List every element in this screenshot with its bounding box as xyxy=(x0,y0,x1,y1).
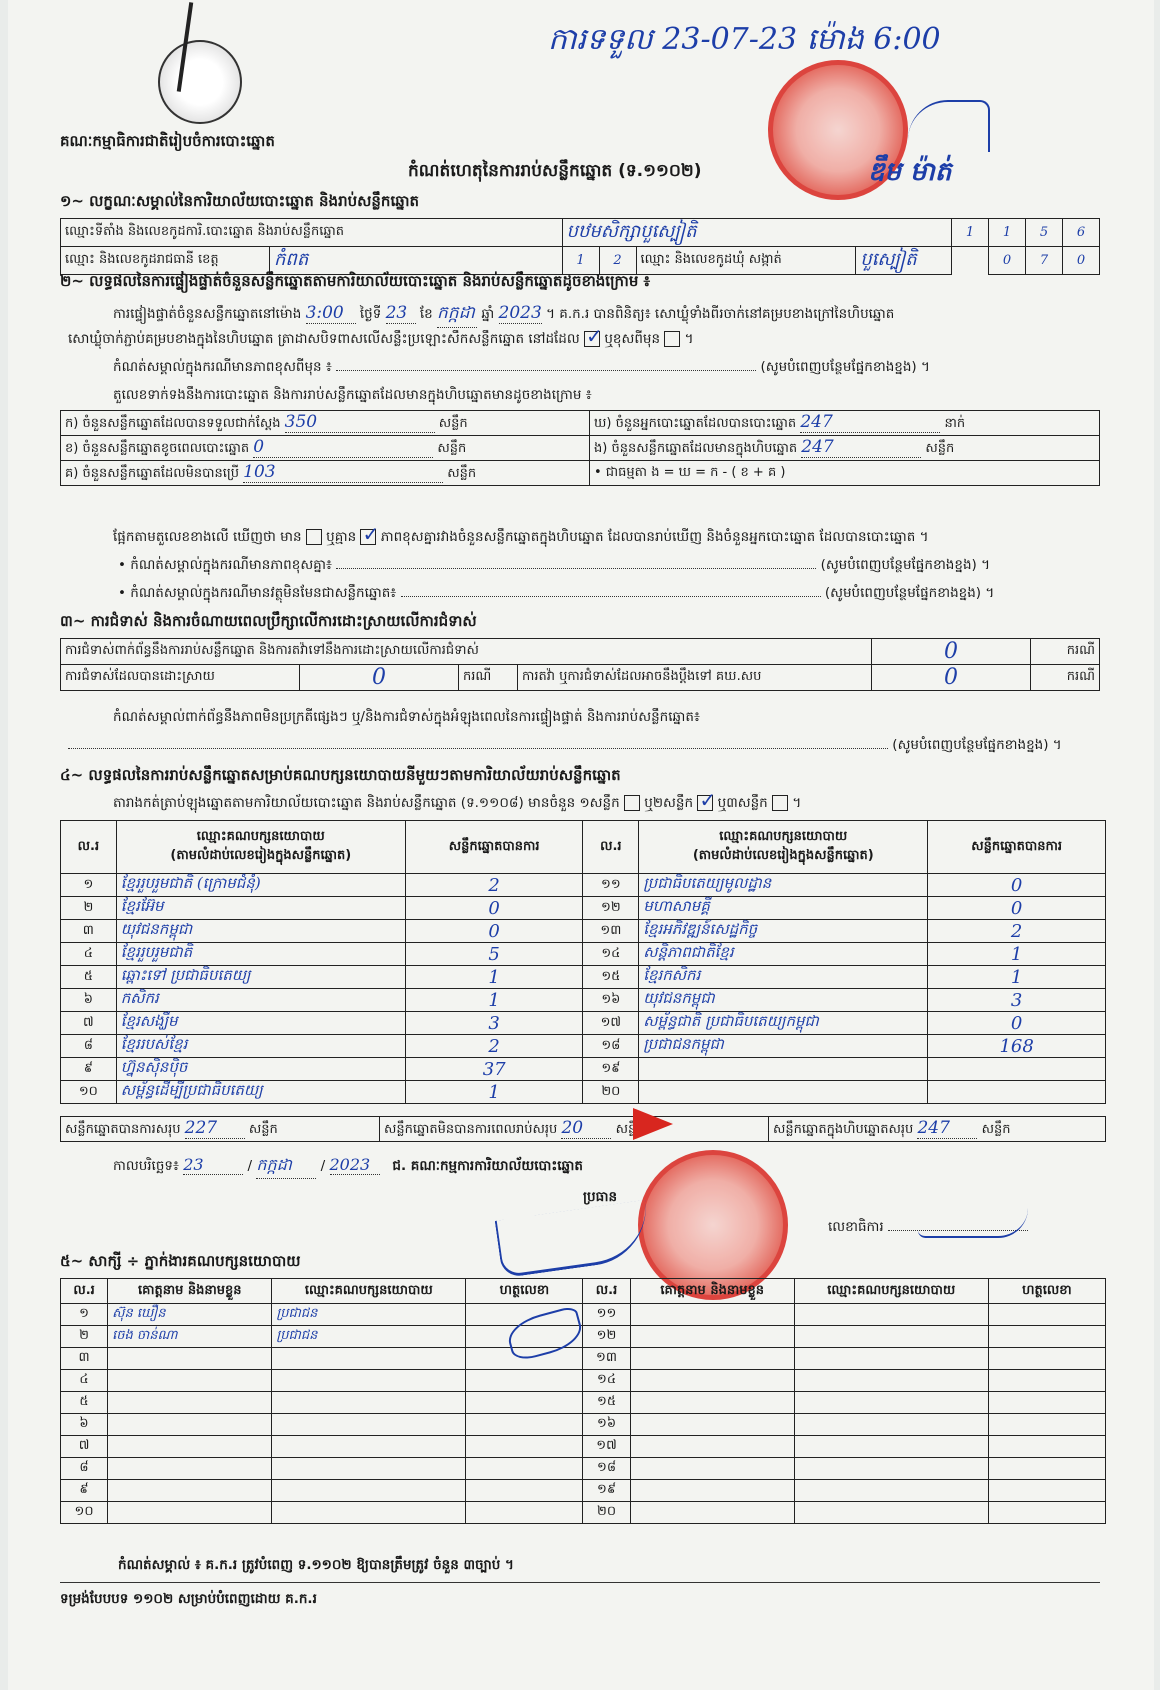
section3-heading: ៣~ ការជំទាស់ និងការចំណាយពេលប្រឹក្សាលើការដោះស្រាយលើការជំទាស់ xyxy=(60,612,477,630)
result-votes xyxy=(928,1058,1106,1081)
compare-label-b: ឬគ្មាន xyxy=(326,529,357,545)
witness-signature-cell xyxy=(466,1480,583,1502)
witness-name xyxy=(108,1480,272,1502)
witness-signature-cell xyxy=(988,1370,1105,1392)
witness-no: ៧ xyxy=(61,1436,108,1458)
witness-row xyxy=(61,1304,1106,1326)
result-no: ១៣ xyxy=(583,920,639,943)
result-party: ខ្មែរអ៊ែម xyxy=(116,897,405,920)
witness-name xyxy=(630,1392,794,1414)
witness-no: ១៤ xyxy=(583,1370,630,1392)
result-no: ១២ xyxy=(583,897,639,920)
verify-month-label: ខែ xyxy=(419,306,433,322)
total-box-label: សន្លឹកឆ្នោតក្នុងហិបឆ្នោតសរុប xyxy=(773,1122,914,1137)
result-votes: 37 xyxy=(405,1058,583,1081)
witness-party xyxy=(794,1326,988,1348)
witness-signature-cell xyxy=(466,1370,583,1392)
witness-name xyxy=(108,1392,272,1414)
result-votes: 1 xyxy=(405,989,583,1012)
spoiled-label: ខ) ចំនួនសន្លឹកឆ្នោតខូចពេលបោះឆ្នោត xyxy=(65,441,250,456)
result-party: ប្រជាធិបតេយ្យមូលដ្ឋាន xyxy=(639,874,928,897)
verify-day: 23 xyxy=(386,303,416,324)
witness-name xyxy=(108,1348,272,1370)
verify-month: កក្កដា xyxy=(437,302,477,328)
commune-code-2: 7 xyxy=(1026,247,1063,275)
appeal-value: 0 xyxy=(872,665,1031,691)
province-label: ឈ្មោះ និងលេខកូដរាជធានី ខេត្ត xyxy=(61,247,270,275)
result-party: ខ្មែររបស់ខ្មែរ xyxy=(116,1035,405,1058)
witness-party xyxy=(794,1304,988,1326)
witness-name xyxy=(630,1326,794,1348)
witness-no: ១២ xyxy=(583,1326,630,1348)
witness-name xyxy=(630,1436,794,1458)
result-votes: 0 xyxy=(405,920,583,943)
province-value: កំពត xyxy=(270,247,563,275)
witness-no: ១ xyxy=(61,1304,108,1326)
location-code-2: 1 xyxy=(989,219,1026,247)
has-difference-checkbox[interactable] xyxy=(306,529,322,545)
one-sheet-checkbox[interactable] xyxy=(624,795,640,811)
w-left-name-header: គោត្តនាម និងនាមខ្លួន xyxy=(108,1279,272,1304)
tally-label-a: តារាងកត់ត្រាប់ឡុងឆ្នោតតាមការិយាល័យបោះឆ្នោត និងរាប់សន្លឹកឆ្នោត (ទ.១១០៨) មានចំនួន ១សន្លឹក xyxy=(113,795,620,811)
witness-no: ១៥ xyxy=(583,1392,630,1414)
resolved-unit: ករណី xyxy=(459,665,518,691)
witness-name xyxy=(630,1370,794,1392)
witness-no: ១៩ xyxy=(583,1480,630,1502)
result-votes: 1 xyxy=(928,943,1106,966)
witness-no: ១៨ xyxy=(583,1458,630,1480)
commune-label: ឈ្មោះ និងលេខកូដឃុំ សង្កាត់ xyxy=(636,247,856,275)
witness-row xyxy=(61,1436,1106,1458)
witness-party xyxy=(794,1502,988,1524)
appeal-unit: ករណី xyxy=(1031,665,1100,691)
verify-day-label: ថ្ងៃទី xyxy=(359,306,382,322)
diff-note-fill: (សូមបំពេញបន្ថែមផ្នែកខាងខ្នង) ។ xyxy=(760,359,930,375)
witness-no: ១៦ xyxy=(583,1414,630,1436)
verify-time: 3:00 xyxy=(306,303,356,324)
result-no: ៧ xyxy=(61,1012,117,1035)
signature-name: ឌឹម ម៉ាត់ xyxy=(868,157,952,187)
verify-line-2-text: សោឃ្លុំចាក់ភ្ជាប់គម្របខាងក្នុងនៃហិបឆ្នោត ត្រាដាសបិទពាសលើសន្លឹះប្រឡោះសឹកសន្លឹកឆ្នោត នៅដដែល xyxy=(68,331,580,347)
witness-row xyxy=(61,1414,1106,1436)
commune-code-1: 0 xyxy=(989,247,1026,275)
witness-no: ៩ xyxy=(61,1480,108,1502)
signature-scribble xyxy=(908,100,990,152)
witness-no: ៤ xyxy=(61,1370,108,1392)
result-no: ៤ xyxy=(61,943,117,966)
result-votes: 0 xyxy=(928,897,1106,920)
changed-checkbox[interactable] xyxy=(664,331,680,347)
complaint-value: 0 xyxy=(872,639,1031,665)
section4-heading: ៤~ លទ្ធផលនៃការរាប់សន្លឹកឆ្នោតសម្រាប់គណបក្សនយោបាយនីមួយៗតាមការិយាល័យរាប់សន្លឹកឆ្នោត xyxy=(60,766,621,784)
result-no: ២០ xyxy=(583,1081,639,1104)
witness-name xyxy=(108,1502,272,1524)
witness-no: ១៧ xyxy=(583,1436,630,1458)
result-no: ៨ xyxy=(61,1035,117,1058)
witness-row xyxy=(61,1370,1106,1392)
witness-party xyxy=(272,1436,466,1458)
right-votes-header: សន្លឹកឆ្នោតបានការ xyxy=(928,821,1106,874)
witness-party xyxy=(272,1414,466,1436)
two-sheets-checkbox[interactable] xyxy=(697,795,713,811)
witness-party xyxy=(794,1458,988,1480)
received-unit: សន្លឹក xyxy=(438,416,468,431)
complaint-label: ការជំទាស់ពាក់ព័ន្ធនឹងការរាប់សន្លឹកឆ្នោត និងការតវ៉ាទៅនឹងការដោះស្រាយលើការជំទាស់ xyxy=(61,639,872,665)
unused-value: 103 xyxy=(243,462,443,483)
compare-line xyxy=(113,528,929,548)
left-party-header-sub: (តាមលំដាប់លេខរៀងក្នុងសន្លឹកឆ្នោត) xyxy=(170,848,352,863)
witness-no: ៨ xyxy=(61,1458,108,1480)
form-title: កំណត់ហេតុនៃការរាប់សន្លឹកឆ្នោត (ទ.១១០២) xyxy=(408,161,702,181)
section5-heading: ៥~ សាក្សី ÷ ភ្នាក់ងារគណបក្សនយោបាយ xyxy=(60,1252,301,1270)
result-votes: 3 xyxy=(405,1012,583,1035)
unused-label: គ) ចំនួនសន្លឹកឆ្នោតដែលមិនបានប្រើ xyxy=(65,466,239,481)
w-right-party-header: ឈ្មោះគណបក្សនយោបាយ xyxy=(794,1279,988,1304)
witness-party xyxy=(794,1414,988,1436)
received-label: ក) ចំនួនសន្លឹកឆ្នោតដែលបានទទួលជាក់ស្តែង xyxy=(65,416,281,431)
witness-party xyxy=(272,1502,466,1524)
witness-row xyxy=(61,1392,1106,1414)
witness-name xyxy=(630,1348,794,1370)
in-box-value: 247 xyxy=(801,437,921,458)
result-votes: 3 xyxy=(928,989,1106,1012)
result-votes: 1 xyxy=(405,966,583,989)
left-no-header: ល.រ xyxy=(61,821,117,874)
witness-signature-cell xyxy=(466,1502,583,1524)
result-party xyxy=(639,1058,928,1081)
in-box-label: ង) ចំនួនសន្លឹកឆ្នោតដែលមានក្នុងហិបឆ្នោត xyxy=(594,441,798,456)
location-label: ឈ្មោះទីតាំង និងលេខកូដការិ.បោះឆ្នោត និងរាប់សន្លឹកឆ្នោត xyxy=(61,219,563,247)
result-no: ១៩ xyxy=(583,1058,639,1081)
section1-heading: ១~ លក្ខណៈសម្គាល់នៃការិយាល័យបោះឆ្នោត និងរាប់សន្លឹកឆ្នោត xyxy=(60,192,420,210)
witness-signature-cell xyxy=(466,1414,583,1436)
result-no: ៣ xyxy=(61,920,117,943)
result-party: សម្ព័ន្ធជាតិ ប្រជាធិបតេយ្យកម្ពុជា xyxy=(639,1012,928,1035)
received-value: 350 xyxy=(285,412,435,433)
location-code-3: 5 xyxy=(1026,219,1063,247)
witness-signature-cell xyxy=(466,1392,583,1414)
witness-signature-cell xyxy=(466,1436,583,1458)
verify-line-1-rest: ។ គ.ក.រ បានពិនិត្យ៖ សោឃ្លុំទាំងពីរចាក់នៅគម្របខាងក្រៅនៃហិបឆ្នោត xyxy=(546,306,895,322)
w-right-no-header: ល.រ xyxy=(583,1279,630,1304)
witness-name xyxy=(630,1304,794,1326)
total-box-value: 247 xyxy=(917,1118,977,1139)
in-box-unit: សន្លឹក xyxy=(925,441,955,456)
result-no: ៦ xyxy=(61,989,117,1012)
witness-party xyxy=(272,1458,466,1480)
results-row xyxy=(61,989,1106,1012)
compare-label-a: ផ្អែកតាមតួលេខខាងលើ ឃើញថា មាន xyxy=(113,529,302,545)
red-flag-marker xyxy=(633,1108,673,1140)
commune-code-3: 0 xyxy=(1063,247,1100,275)
totals-table xyxy=(60,1116,1106,1142)
diff-note-2-fill: (សូមបំពេញបន្ថែមផ្នែកខាងខ្នង) ។ xyxy=(820,557,990,573)
result-party: សម្ព័ន្ធដើម្បីប្រជាធិបតេយ្យ xyxy=(116,1081,405,1104)
diff-note-2-label: • កំណត់សម្គាល់ក្នុងករណីមានភាពខុសគ្នា៖ xyxy=(118,557,332,573)
spoiled-value: 0 xyxy=(253,437,433,458)
witness-party: ប្រជាជន xyxy=(272,1304,466,1326)
diff-note-line xyxy=(113,358,1103,378)
results-table xyxy=(60,820,1106,1104)
results-row xyxy=(61,874,1106,897)
witness-row xyxy=(61,1326,1106,1348)
commission-name: គណៈកម្មាធិការជាតិរៀបចំការបោះឆ្នោត xyxy=(60,132,275,150)
spoiled-unit: សន្លឹក xyxy=(437,441,467,456)
witness-party xyxy=(272,1348,466,1370)
witness-name xyxy=(108,1414,272,1436)
tally-sheet-line: តារាងកត់ត្រាប់ឡុងឆ្នោតតាមការិយាល័យបោះឆ្នោត និងរាប់សន្លឹកឆ្នោត (ទ.១១០៨) មានចំនួន ១សន្លឹក ឬ២សន្លឹក ✓ ឬ៣សន្លឹក ។ xyxy=(113,794,801,814)
location-code-1: 1 xyxy=(952,219,989,247)
witness-signature-cell xyxy=(466,1458,583,1480)
voters-value: 247 xyxy=(800,412,940,433)
witness-signature-cell xyxy=(988,1414,1105,1436)
results-row xyxy=(61,966,1106,989)
witness-name: ចេង ចាន់ណា xyxy=(108,1326,272,1348)
resolved-value: 0 xyxy=(300,665,459,691)
witness-signature-cell xyxy=(988,1326,1105,1348)
handwritten-receipt: ការទទួល 23-07-23 ម៉ោង 6:00 xyxy=(548,22,941,57)
date-label: កាលបរិច្ឆេទ៖ xyxy=(113,1158,179,1174)
result-party: មហាសាមគ្គី xyxy=(639,897,928,920)
voters-label: ឃ) ចំនួនអ្នកបោះឆ្នោតដែលបានបោះឆ្នោត xyxy=(594,416,797,431)
commune-value: បួស្បៀតិ xyxy=(856,247,952,275)
unused-unit: សន្លឹក xyxy=(447,466,477,481)
result-votes: 1 xyxy=(405,1081,583,1104)
witness-name xyxy=(108,1436,272,1458)
result-no: ១ xyxy=(61,874,117,897)
result-no: ១៤ xyxy=(583,943,639,966)
irregularity-note-line xyxy=(68,736,1103,756)
witness-no: ៣ xyxy=(61,1348,108,1370)
witness-party xyxy=(794,1370,988,1392)
witness-party xyxy=(272,1370,466,1392)
witness-signature-cell xyxy=(988,1304,1105,1326)
w-right-name-header: គោត្តនាម និងនាមខ្លួន xyxy=(630,1279,794,1304)
object-note-fill: (សូមបំពេញបន្ថែមផ្នែកខាងខ្នង) ។ xyxy=(824,585,995,601)
voters-unit: នាក់ xyxy=(944,416,966,431)
verify-line-1 xyxy=(113,302,894,328)
result-party: ខ្មែររួបរួមជាតិ xyxy=(116,943,405,966)
left-party-header xyxy=(116,821,405,874)
date-day: 23 xyxy=(183,1155,243,1175)
form-sheet xyxy=(8,0,1154,1690)
result-no: ១៨ xyxy=(583,1035,639,1058)
appeal-label: ការតវ៉ា ឬការជំទាស់ដែលអាចនឹងប្ដឹងទៅ គឃ.សប xyxy=(518,665,872,691)
verify-time-label: ការផ្ទៀងផ្ទាត់ចំនួនសន្លឹកឆ្នោតនៅម៉ោង xyxy=(113,306,302,322)
result-votes: 2 xyxy=(405,1035,583,1058)
object-note-label: • កំណត់សម្គាល់ក្នុងករណីមានវត្ថុមិនមែនជាសន្លឹកឆ្នោត៖ xyxy=(118,585,397,601)
verify-year-label: ឆ្នាំ xyxy=(481,306,495,322)
footnote: កំណត់សម្គាល់ ៖ គ.ក.រ ត្រូវបំពេញ ទ.១១០២ ឱ្យបានត្រឹមត្រូវ ចំនួន ៣ច្បាប់ ។ xyxy=(118,1557,514,1573)
result-party: យុវជនកម្ពុជា xyxy=(639,989,928,1012)
witness-row xyxy=(61,1480,1106,1502)
section1-table xyxy=(60,218,1100,275)
no-difference-checkbox[interactable] xyxy=(360,529,376,545)
witness-no: ២០ xyxy=(583,1502,630,1524)
irregularity-note: កំណត់សម្គាល់ពាក់ព័ន្ធនឹងភាពមិនប្រក្រតីផ្សេងៗ ឬ/និងការជំទាស់ក្នុងអំឡុងពេលនៃការផ្ទៀងផ្ទាត់ និងការរាប់សន្លឹកឆ្នោត៖ xyxy=(113,709,700,725)
result-no: ៥ xyxy=(61,966,117,989)
secretary-signature xyxy=(918,1208,1028,1238)
witness-name xyxy=(630,1414,794,1436)
witness-row xyxy=(61,1458,1106,1480)
result-party: ហ្វ៊ុនស៊ិនប៉ិច xyxy=(116,1058,405,1081)
witness-no: ១៣ xyxy=(583,1348,630,1370)
tally-label-b: ឬ២សន្លឹក xyxy=(644,795,694,811)
chair-signature xyxy=(495,1200,654,1279)
result-party: ខ្មែររួបរួមជាតិ (ក្រោមជំនុំ) xyxy=(116,874,405,897)
result-party: យុវជនកម្ពុជា xyxy=(116,920,405,943)
witness-party xyxy=(794,1392,988,1414)
verify-line-2: សោឃ្លុំចាក់ភ្ជាប់គម្របខាងក្នុងនៃហិបឆ្នោត ត្រាដាសបិទពាសលើសន្លឹះប្រឡោះសឹកសន្លឹកឆ្នោត នៅដដែល ✓ ឬខុសពីមុន ។ xyxy=(68,330,694,350)
w-left-sign-header: ហត្ថលេខា xyxy=(466,1279,583,1304)
result-party: ខ្មែរសង្ឃឹម xyxy=(116,1012,405,1035)
result-no: ២ xyxy=(61,897,117,920)
bottom-note: ទម្រង់បែបបទ ១១០២ សម្រាប់បំពេញដោយ គ.ក.រ xyxy=(60,1591,317,1607)
witness-name xyxy=(108,1458,272,1480)
result-party: ខ្មែរអភិវឌ្ឍន៍សេដ្ឋកិច្ច xyxy=(639,920,928,943)
witness-no: ៥ xyxy=(61,1392,108,1414)
section2-figures-table xyxy=(60,410,1100,486)
committee-label: ជ. គណៈកម្មការការិយាល័យបោះឆ្នោត xyxy=(392,1158,583,1174)
location-code-4: 6 xyxy=(1063,219,1100,247)
witness-no: ១១ xyxy=(583,1304,630,1326)
verify-year: 2023 xyxy=(498,303,542,323)
witness-name xyxy=(630,1458,794,1480)
bottom-divider xyxy=(60,1582,1100,1583)
result-votes: 1 xyxy=(928,966,1106,989)
result-votes: 2 xyxy=(928,920,1106,943)
w-right-sign-header: ហត្ថលេខា xyxy=(988,1279,1105,1304)
results-row xyxy=(61,1081,1106,1104)
section2-heading: ២~ លទ្ធផលនៃការផ្ទៀងផ្ទាត់ចំនួនសន្លឹកឆ្នោតតាមការិយាល័យបោះឆ្នោត និងរាប់សន្លឹកឆ្នោតដូចខាងក្រោម ៖ xyxy=(60,272,651,290)
total-invalid-unit: សន្លឹក xyxy=(615,1122,645,1137)
result-party: កសិករ xyxy=(116,989,405,1012)
left-party-header-title: ឈ្មោះគណបក្សនយោបាយ xyxy=(196,829,325,844)
result-votes: 5 xyxy=(405,943,583,966)
province-code-1: 1 xyxy=(562,247,599,275)
witness-no: ២ xyxy=(61,1326,108,1348)
witness-signature-cell xyxy=(988,1502,1105,1524)
location-value: បឋមសិក្សាបួស្បៀតិ xyxy=(562,219,951,247)
emblem-logo xyxy=(158,40,242,124)
results-row xyxy=(61,943,1106,966)
irregularity-fill: (សូមបំពេញបន្ថែមផ្នែកខាងខ្នង) ។ xyxy=(892,737,1062,753)
results-row xyxy=(61,920,1106,943)
witness-no: ៦ xyxy=(61,1414,108,1436)
witness-name xyxy=(630,1502,794,1524)
result-party: ប្រជាជនកម្ពុជា xyxy=(639,1035,928,1058)
witness-party: ប្រជាជន xyxy=(272,1326,466,1348)
result-party xyxy=(639,1081,928,1104)
witness-party xyxy=(794,1480,988,1502)
date-year: 2023 xyxy=(330,1155,380,1175)
complaint-unit: ករណី xyxy=(1031,639,1100,665)
witness-signature-cell xyxy=(988,1436,1105,1458)
right-no-header: ល.រ xyxy=(583,821,639,874)
date-line: កាលបរិច្ឆេទ៖ 23 / កក្កដា / 2023 ជ. គណៈកម្មការការិយាល័យបោះឆ្នោត xyxy=(113,1154,583,1179)
diff-note-line-2 xyxy=(118,556,1103,576)
three-sheets-checkbox[interactable] xyxy=(772,795,788,811)
w-left-no-header: ល.រ xyxy=(61,1279,108,1304)
result-party: ឆ្ពោះទៅ ប្រជាធិបតេយ្យ xyxy=(116,966,405,989)
witness-party xyxy=(272,1392,466,1414)
unchanged-checkbox[interactable] xyxy=(584,331,600,347)
changed-label: ឬខុសពីមុន xyxy=(604,331,661,347)
chair-label: ប្រធាន xyxy=(583,1189,618,1205)
witness-name: ស៊ុន ឃឿន xyxy=(108,1304,272,1326)
witness-signature-cell xyxy=(988,1392,1105,1414)
left-votes-header: សន្លឹកឆ្នោតបានការ xyxy=(405,821,583,874)
province-code-2: 2 xyxy=(599,247,636,275)
witness-table xyxy=(60,1278,1106,1524)
right-party-header-sub: (តាមលំដាប់លេខរៀងក្នុងសន្លឹកឆ្នោត) xyxy=(692,848,874,863)
secretary-label: លេខាធិការ xyxy=(828,1219,884,1235)
result-no: ១៧ xyxy=(583,1012,639,1035)
date-month: កក្កដា xyxy=(256,1154,316,1179)
resolved-label: ការជំទាស់ដែលបានដោះស្រាយ xyxy=(61,665,300,691)
results-row xyxy=(61,897,1106,920)
result-no: ១៥ xyxy=(583,966,639,989)
result-votes: 0 xyxy=(928,1012,1106,1035)
result-votes: 0 xyxy=(405,897,583,920)
witness-signature-cell xyxy=(988,1348,1105,1370)
total-valid-unit: សន្លឹក xyxy=(248,1122,278,1137)
tally-label-c: ឬ៣សន្លឹក xyxy=(717,795,768,811)
results-row xyxy=(61,1058,1106,1081)
diff-note-label: កំណត់សម្គាល់ក្នុងករណីមានភាពខុសពីមុន ៖ xyxy=(113,359,332,375)
result-votes xyxy=(928,1081,1106,1104)
result-votes: 2 xyxy=(405,874,583,897)
result-no: ១១ xyxy=(583,874,639,897)
witness-name xyxy=(108,1370,272,1392)
result-votes: 0 xyxy=(928,874,1106,897)
result-votes: 168 xyxy=(928,1035,1106,1058)
result-party: ខ្មែរកសិករ xyxy=(639,966,928,989)
result-no: ៩ xyxy=(61,1058,117,1081)
result-party: សន្តិភាពជាតិខ្មែរ xyxy=(639,943,928,966)
formula-text: • ជាធម្មតា ង = ឃ = ក - ( ខ + គ ) xyxy=(590,461,1100,486)
witness-row xyxy=(61,1348,1106,1370)
results-row xyxy=(61,1012,1106,1035)
total-invalid-label: សន្លឹកឆ្នោតមិនបានការពេលរាប់សរុប xyxy=(384,1122,558,1137)
object-note-line xyxy=(118,584,1103,604)
w-left-party-header: ឈ្មោះគណបក្សនយោបាយ xyxy=(272,1279,466,1304)
witness-name xyxy=(630,1480,794,1502)
compare-label-c: ភាពខុសគ្នារវាងចំនួនសន្លឹកឆ្នោតក្នុងហិបឆ្នោត ដែលបានរាប់ឃើញ និងចំនួនអ្នកបោះឆ្នោត ដែលបានបោះឆ្នោត ។ xyxy=(380,529,929,545)
witness-signature-cell xyxy=(988,1480,1105,1502)
total-valid-label: សន្លឹកឆ្នោតបានការសរុប xyxy=(65,1122,181,1137)
figures-intro: តួលេខទាក់ទងនឹងការបោះឆ្នោត និងការរាប់សន្លឹកឆ្នោតដែលមានក្នុងហិបឆ្នោតមានដូចខាងក្រោម ៖ xyxy=(113,387,592,403)
witness-signature-cell xyxy=(988,1458,1105,1480)
witness-row xyxy=(61,1502,1106,1524)
result-no: ១០ xyxy=(61,1081,117,1104)
result-no: ១៦ xyxy=(583,989,639,1012)
right-party-header-title: ឈ្មោះគណបក្សនយោបាយ xyxy=(719,829,848,844)
witness-no: ១០ xyxy=(61,1502,108,1524)
witness-party xyxy=(794,1436,988,1458)
witness-party xyxy=(794,1348,988,1370)
results-row xyxy=(61,1035,1106,1058)
total-invalid-value: 20 xyxy=(561,1118,611,1139)
total-valid-value: 227 xyxy=(185,1118,245,1139)
total-box-unit: សន្លឹក xyxy=(981,1122,1011,1137)
witness-party xyxy=(272,1480,466,1502)
section3-table xyxy=(60,638,1100,691)
right-party-header xyxy=(639,821,928,874)
